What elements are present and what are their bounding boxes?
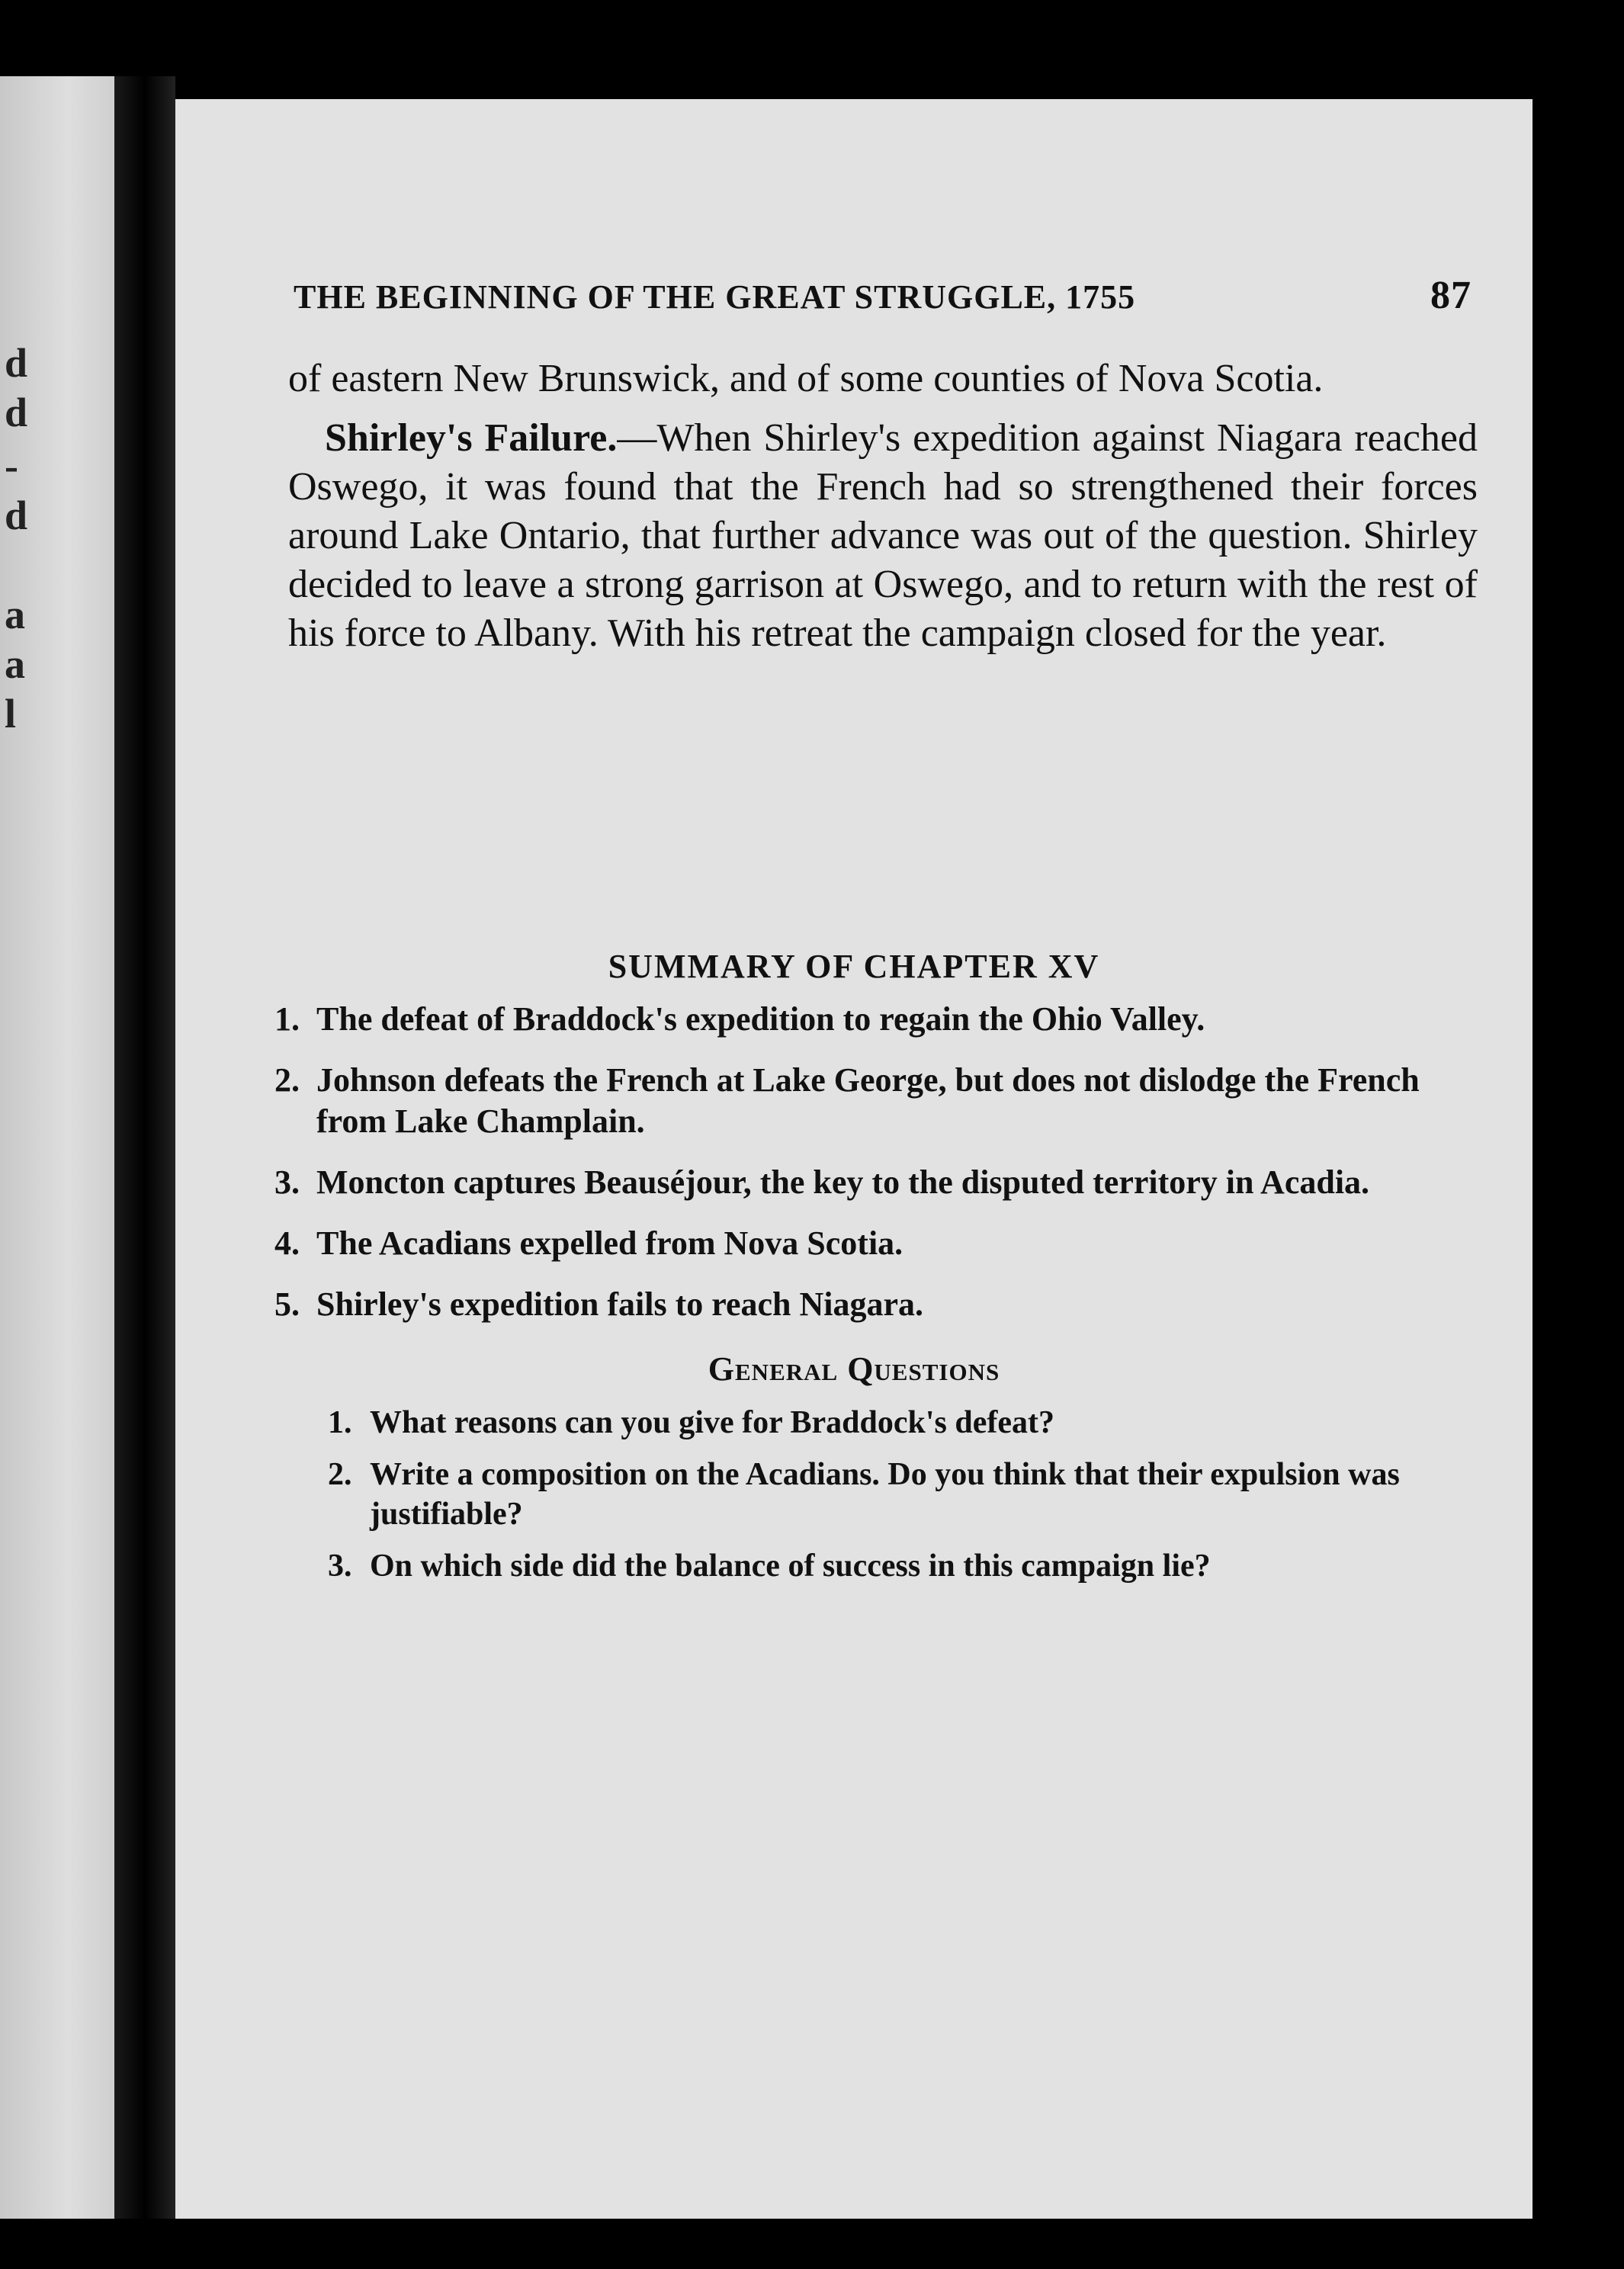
questions-list [328, 1403, 1449, 1598]
left-page-fragment: a [5, 592, 25, 637]
paragraph-lead: Shirley's Failure. [325, 416, 618, 460]
list-item-number: 1. [274, 1000, 300, 1038]
body-text [288, 355, 1478, 669]
running-head [294, 273, 1472, 318]
list-item-text: On which side did the balance of success in this campaign lie? [370, 1549, 1211, 1584]
list-item-number: 1. [328, 1405, 352, 1440]
running-head-title: THE BEGINNING OF THE GREAT STRUGGLE, 1755 [294, 278, 1136, 316]
list-item-text: Shirley's expedition fails to reach Niagara. [316, 1285, 924, 1323]
list-item-text: Moncton captures Beauséjour, the key to the disputed territory in Acadia. [316, 1163, 1370, 1201]
left-page-fragment: d [5, 340, 28, 386]
left-page-fragment: a [5, 641, 25, 687]
summary-heading: SUMMARY OF CHAPTER XV [608, 948, 1100, 985]
book-gutter [114, 76, 175, 2219]
list-item-number: 2. [274, 1061, 300, 1099]
general-questions-heading: General Questions [708, 1350, 1000, 1388]
list-item [274, 1223, 1464, 1264]
list-item-text: What reasons can you give for Braddock's defeat? [370, 1405, 1054, 1440]
left-facing-page [0, 76, 114, 2219]
left-page-fragment: - [5, 443, 18, 489]
summary-list [274, 999, 1464, 1345]
list-item [274, 999, 1464, 1040]
list-item-number: 2. [328, 1457, 352, 1492]
list-item-text: The defeat of Braddock's expedition to regain the Ohio Valley. [316, 1000, 1205, 1038]
paragraph-text: —When Shirley's expedition against Niagara reached Oswego, it was found that the French had so strengthened their forces around Lake Ontario, that further advance was out of the question. Shirley decided to leave a strong garrison at Oswego, and to return with the rest of his force to Albany. With his retreat the campaign closed for the year. [288, 416, 1478, 655]
list-item-number: 4. [274, 1224, 300, 1262]
continuation-paragraph: of eastern New Brunswick, and of some counties of Nova Scotia. [288, 357, 1324, 400]
list-item [328, 1455, 1449, 1534]
page-number: 87 [1430, 274, 1472, 317]
list-item-text: The Acadians expelled from Nova Scotia. [316, 1224, 903, 1262]
book-page [175, 99, 1533, 2219]
list-item-text: Write a composition on the Acadians. Do you think that their expulsion was justifiable? [370, 1457, 1400, 1532]
list-item [328, 1403, 1449, 1443]
list-item [274, 1162, 1464, 1203]
list-item-number: 3. [274, 1163, 300, 1201]
list-item [274, 1060, 1464, 1142]
list-item-text: Johnson defeats the French at Lake George, but does not dislodge the French from Lake Champlain. [316, 1061, 1420, 1140]
left-page-fragment: d [5, 390, 28, 435]
left-page-fragment: d [5, 493, 28, 538]
list-item [274, 1284, 1464, 1325]
list-item [328, 1546, 1449, 1586]
shirley-failure-paragraph [288, 414, 1478, 658]
list-item-number: 5. [274, 1285, 300, 1323]
list-item-number: 3. [328, 1549, 352, 1584]
left-page-fragment: l [5, 691, 17, 737]
